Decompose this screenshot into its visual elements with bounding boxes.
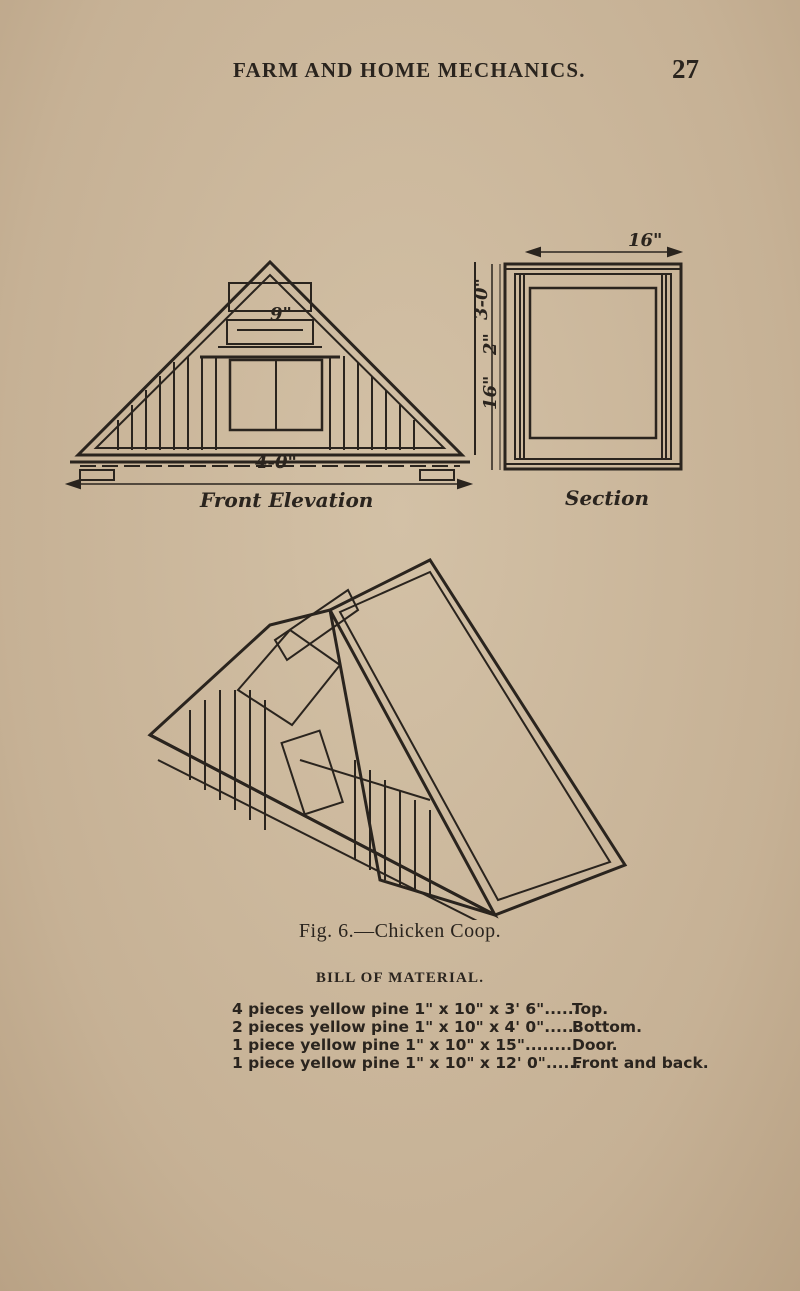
bill-row — [232, 1054, 709, 1072]
dim-front-width: 4-0" — [255, 452, 297, 473]
bill-of-material — [232, 1000, 709, 1072]
bill-spec: 1 piece yellow pine 1" x 10" x 15"........ — [232, 1036, 572, 1054]
perspective-view — [150, 560, 625, 920]
bill-use: Bottom. — [572, 1018, 642, 1036]
bill-use: Front and back. — [572, 1054, 709, 1072]
bill-spec: 4 pieces yellow pine 1" x 10" x 3' 6"...... — [232, 1000, 580, 1018]
page-number: 27 — [672, 54, 699, 84]
running-title: FARM AND HOME MECHANICS. — [233, 58, 586, 82]
dim-side-height: 16" — [480, 375, 501, 410]
dim-small: 2" — [480, 333, 501, 355]
figure-caption: Fig. 6.—Chicken Coop. — [298, 920, 502, 942]
bill-spec: 1 piece yellow pine 1" x 10" x 12' 0"...... — [232, 1054, 582, 1072]
bill-row — [232, 1036, 709, 1054]
bill-use: Top. — [572, 1000, 609, 1018]
section-label: Section — [565, 486, 650, 510]
bill-row — [232, 1000, 709, 1018]
dim-door-width: 9" — [270, 304, 292, 325]
bill-row — [232, 1018, 709, 1036]
section-view — [492, 248, 681, 470]
dim-section-width: 16" — [628, 230, 663, 251]
bill-title: BILL OF MATERIAL. — [315, 970, 485, 986]
bill-use: Door. — [572, 1036, 618, 1054]
bill-spec: 2 pieces yellow pine 1" x 10" x 4' 0"...... — [232, 1018, 580, 1036]
dim-left-height: 3-0" — [471, 278, 492, 320]
front-elevation-label: Front Elevation — [200, 488, 374, 512]
